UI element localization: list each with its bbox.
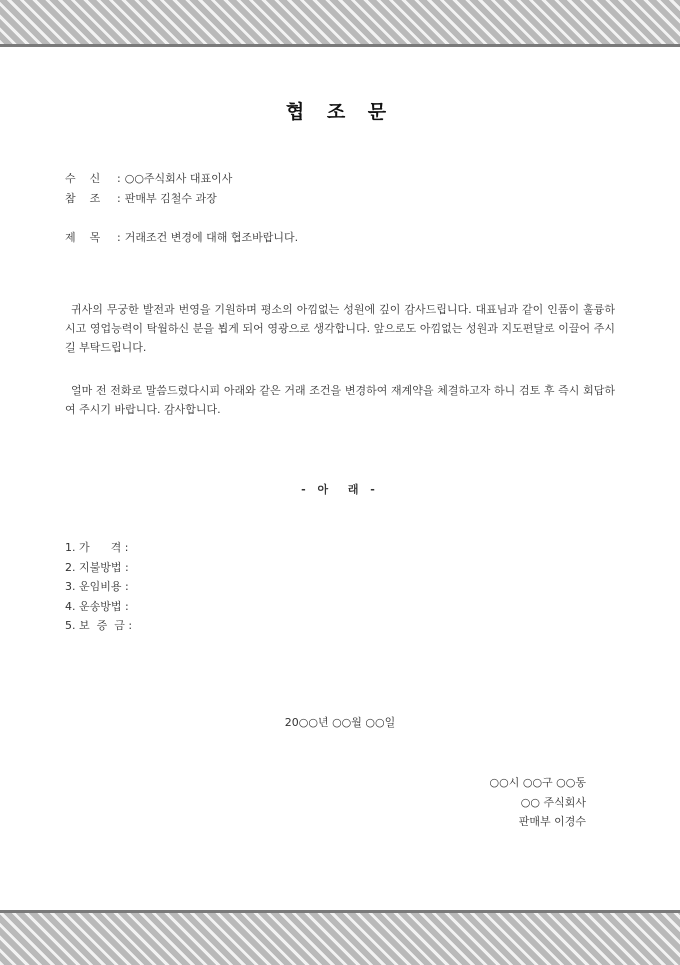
subject-line: 제 목 : 거래조건 변경에 대해 협조바랍니다. xyxy=(65,231,299,244)
decorative-top-border xyxy=(0,0,680,47)
terms-list xyxy=(65,539,132,637)
recipient-value: ○○주식회사 대표이사 xyxy=(124,172,233,185)
subject-value: 거래조건 변경에 대해 협조바랍니다. xyxy=(124,231,299,244)
below-heading: - 아 래 - xyxy=(301,483,379,496)
subject-label: 제 목 xyxy=(65,231,101,244)
body-paragraph-2: 얼마 전 전화로 말씀드렸다시피 아래와 같은 거래 조건을 변경하여 재계약을 체결하고자 하니 검토 후 즉시 회답하여 주시기 바랍니다. 감사합니다. xyxy=(65,384,615,416)
body-paragraph-1: 귀사의 무궁한 발전과 번영을 기원하며 평소의 아낌없는 성원에 깊이 감사드립니다. 대표님과 같이 인품이 훌륭하시고 영업능력이 탁월하신 분을 뵙게 되어 영광으로 생각합니다. 앞으로도 아낌없는 성원과 지도편달로 이끌어 주시길 부탁드립니다. xyxy=(65,303,615,354)
recipient-line: 수 신 : ○○주식회사 대표이사 xyxy=(65,172,233,185)
cc-label: 참 조 xyxy=(65,192,101,205)
sender-address: ○○시 ○○구 ○○동 xyxy=(489,776,586,789)
sender-company: ○○ 주식회사 xyxy=(520,795,586,809)
list-item-price: 1. 가 격 : xyxy=(65,541,129,554)
sender-person: 판매부 이경수 xyxy=(518,815,586,828)
cc-line: 참 조 : 판매부 김철수 과장 xyxy=(65,192,217,205)
list-item-payment: 2. 지불방법 : xyxy=(65,560,129,574)
list-item-freight: 3. 운임비용 : xyxy=(65,580,129,593)
sender-block xyxy=(490,773,586,832)
decorative-bottom-border xyxy=(0,910,680,965)
document-date: 20○○년 ○○월 ○○일 xyxy=(284,716,396,729)
document-title: 협 조 문 xyxy=(285,101,395,123)
recipient-label: 수 신 xyxy=(65,172,101,185)
list-item-shipping: 4. 운송방법 : xyxy=(65,599,129,613)
list-item-deposit: 5. 보 증 금 : xyxy=(65,619,133,632)
cc-value: 판매부 김철수 과장 xyxy=(124,192,217,205)
